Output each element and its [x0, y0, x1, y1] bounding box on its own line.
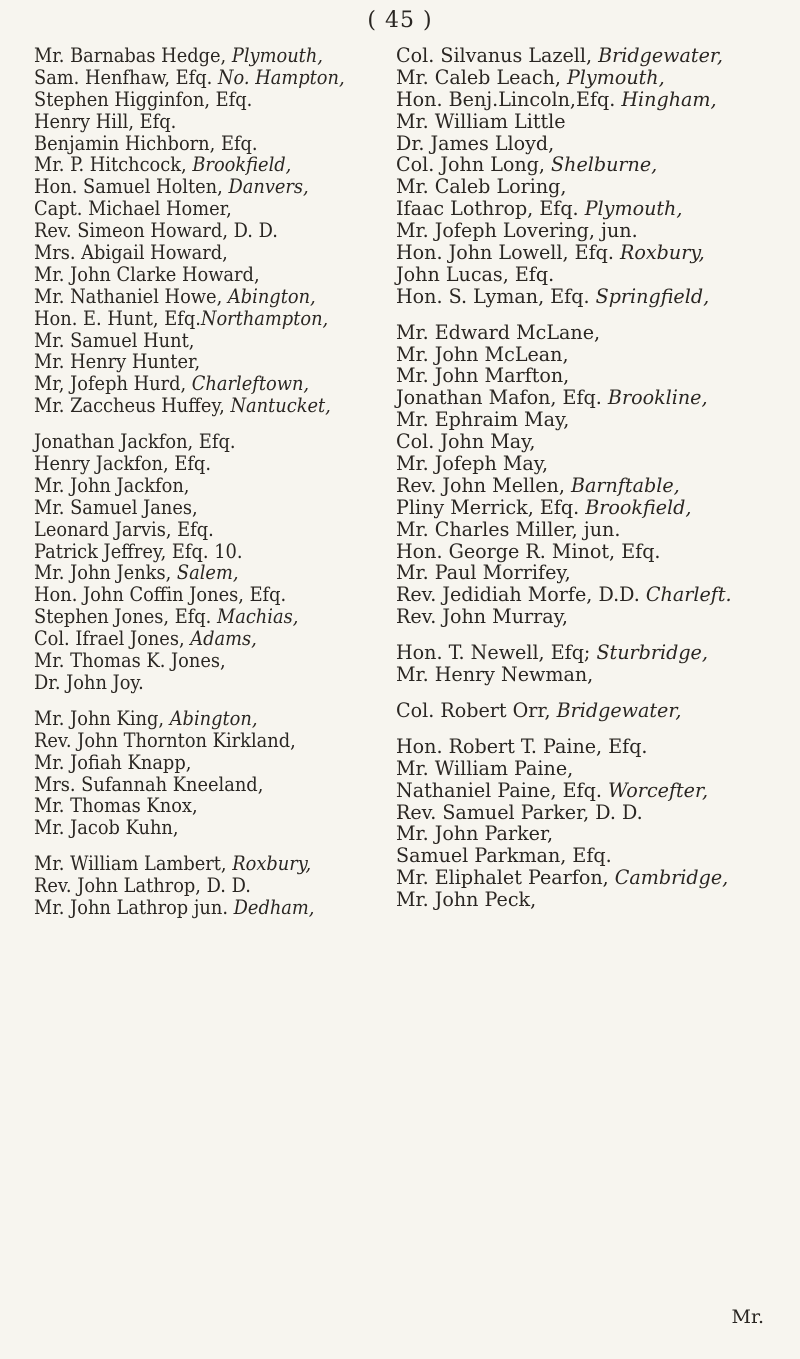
subscriber-name: Col. Ifrael Jones, [34, 627, 191, 651]
subscriber-name: Hon. John Coffin Jones, Efq. [34, 583, 287, 607]
subscriber-name: John Lucas, Efq. [396, 262, 555, 286]
subscriber-name: Mr. John Jenks, [34, 561, 177, 585]
subscriber-name: Mr. John Peck, [396, 888, 537, 912]
subscriber-name: Jonathan Jackfon, Efq. [34, 430, 236, 454]
subscriber-name: Rev. Samuel Parker, D. D. [396, 800, 643, 824]
name-group [34, 45, 426, 417]
subscriber-name: Hon. Samuel Holten, [34, 175, 229, 199]
subscriber-entry [34, 497, 394, 519]
subscriber-entry [396, 541, 794, 563]
subscriber-name: Mr. John Parker, [396, 822, 554, 846]
subscriber-entry [396, 758, 794, 780]
subscriber-name: Mr. Jacob Kuhn, [34, 816, 179, 840]
subscriber-entry [396, 365, 794, 387]
subscriber-name: Rev. Jedidiah Morfe, D.D. [396, 583, 646, 607]
subscriber-entry [34, 774, 394, 796]
subscriber-entry [34, 264, 394, 286]
subscriber-entry [396, 889, 794, 911]
subscriber-entry [396, 562, 794, 584]
subscriber-place: Danvers, [228, 175, 309, 199]
subscriber-place: Hingham, [621, 87, 717, 111]
subscriber-place: No. Hampton, [217, 65, 345, 89]
subscriber-place: Nantucket, [230, 394, 331, 418]
subscriber-name: Mr. P. Hitchcock, [34, 153, 193, 177]
subscriber-entry [34, 45, 394, 67]
subscriber-name: Mr. John Marfton, [396, 364, 570, 388]
subscriber-name: Rev. Simeon Howard, D. D. [34, 219, 278, 243]
subscriber-name: Hon. E. Hunt, Efq. [34, 306, 201, 330]
subscriber-name: Rev. John Murray, [396, 605, 569, 629]
subscriber-name: Hon. Benj.Lincoln,Efq. [396, 87, 622, 111]
subscriber-entry [396, 431, 794, 453]
subscriber-name: Sam. Henfhaw, Efq. [34, 65, 218, 89]
subscriber-entry [34, 154, 394, 176]
subscriber-entry [34, 67, 394, 89]
subscriber-entry [34, 562, 394, 584]
subscriber-entry [396, 409, 794, 431]
subscriber-entry [396, 89, 794, 111]
subscriber-entry [396, 664, 794, 686]
subscriber-entry [396, 242, 794, 264]
subscriber-name: Mr. Henry Hunter, [34, 350, 201, 374]
name-group [396, 700, 800, 722]
subscriber-entry [396, 344, 794, 366]
subscriber-name: Henry Jackfon, Efq. [34, 452, 211, 476]
subscriber-entry [396, 606, 794, 628]
subscriber-place: Salem, [176, 561, 239, 585]
subscriber-name: Mr. John Clarke Howard, [34, 262, 260, 286]
subscriber-name: Benjamin Hichborn, Efq. [34, 131, 258, 155]
subscriber-name: Jonathan Mafon, Efq. [396, 386, 608, 410]
subscriber-entry [396, 286, 794, 308]
subscriber-entry [34, 242, 394, 264]
subscriber-name: Hon. S. Lyman, Efq. [396, 284, 596, 308]
subscriber-entry [34, 198, 394, 220]
subscriber-name: Rev. John Lathrop, D. D. [34, 874, 251, 898]
subscriber-place: Barnftable, [571, 473, 680, 497]
subscriber-place: Adams, [190, 627, 257, 651]
subscriber-name: Mr. John McLean, [396, 342, 569, 366]
subscriber-entry [34, 431, 394, 453]
subscriber-entry [396, 780, 794, 802]
subscriber-entry [396, 67, 794, 89]
subscriber-name: Mr. Caleb Leach, [396, 65, 567, 89]
subscriber-name: Nathaniel Paine, Efq. [396, 778, 608, 802]
subscriber-entry [396, 700, 794, 722]
subscriber-entry [396, 111, 794, 133]
subscriber-entry [34, 330, 394, 352]
name-group [396, 45, 800, 308]
subscriber-place: Brookfield, [585, 495, 692, 519]
subscriber-entry [396, 802, 794, 824]
subscriber-name: Mr. Paul Morrifey, [396, 561, 571, 585]
subscriber-entry [396, 322, 794, 344]
subscriber-entry [396, 198, 794, 220]
subscriber-name: Mr. Thomas Knox, [34, 794, 198, 818]
subscriber-name: Rev. John Mellen, [396, 473, 572, 497]
subscriber-entry [34, 730, 394, 752]
subscriber-name: Mr. William Lambert, [34, 852, 233, 876]
subscriber-entry [396, 845, 794, 867]
subscriber-name: Mr, Jofeph Hurd, [34, 372, 192, 396]
subscriber-entry [396, 264, 794, 286]
subscriber-name: Mr. John King, [34, 706, 170, 730]
name-group [396, 736, 800, 911]
subscriber-name: Mr. Henry Newman, [396, 663, 594, 687]
subscriber-entry [34, 672, 394, 694]
subscriber-name: Mrs. Sufannah Kneeland, [34, 772, 264, 796]
subscriber-entry [34, 897, 394, 919]
subscriber-place: Dedham, [233, 895, 315, 919]
subscriber-name: Mr. John Lathrop jun. [34, 895, 234, 919]
subscriber-entry [34, 752, 394, 774]
subscriber-entry [396, 176, 794, 198]
subscriber-name: Mr. Caleb Loring, [396, 175, 567, 199]
subscriber-name: Dr. John Joy. [34, 670, 144, 694]
subscriber-entry [34, 817, 394, 839]
subscriber-name: Mr. Samuel Hunt, [34, 328, 195, 352]
name-group [34, 431, 426, 694]
subscriber-name: Hon. T. Newell, Efq; [396, 641, 597, 665]
subscriber-entry [34, 286, 394, 308]
subscriber-name: Hon. Robert T. Paine, Efq. [396, 734, 648, 758]
subscriber-place: Roxbury, [232, 852, 312, 876]
subscriber-name: Mr. Nathaniel Howe, [34, 284, 228, 308]
subscriber-name: Mr. Edward McLane, [396, 320, 601, 344]
subscriber-place: Cambridge, [614, 866, 729, 890]
subscriber-name: Mr. Charles Miller, jun. [396, 517, 621, 541]
subscriber-name: Mr. Thomas K. Jones, [34, 649, 226, 673]
subscriber-name: Mr. Jofeph May, [396, 452, 549, 476]
catchword: Mr. [731, 1306, 764, 1328]
subscriber-entry [34, 111, 394, 133]
subscriber-entry [34, 395, 394, 417]
subscriber-entry [34, 133, 394, 155]
subscriber-entry [396, 45, 794, 67]
subscriber-entry [396, 453, 794, 475]
subscriber-entry [396, 736, 794, 758]
page-number: ( 45 ) [367, 8, 433, 33]
subscriber-name: Leonard Jarvis, Efq. [34, 517, 214, 541]
subscriber-place: Shelburne, [551, 153, 658, 177]
subscriber-entry [396, 133, 794, 155]
name-group [396, 322, 800, 628]
subscriber-entry [34, 308, 394, 330]
subscriber-name: Mr. Eliphalet Pearfon, [396, 866, 615, 890]
subscriber-place: Brookline, [607, 386, 708, 410]
subscriber-name: Mr. William Little [396, 109, 566, 133]
subscriber-name: Mr. John Jackfon, [34, 473, 190, 497]
subscriber-place: Abington, [227, 284, 316, 308]
subscriber-name: Hon. John Lowell, Efq. [396, 241, 621, 265]
subscriber-name: Rev. John Thornton Kirkland, [34, 728, 296, 752]
subscriber-entry [34, 176, 394, 198]
subscriber-entry [396, 154, 794, 176]
right-column [396, 45, 800, 911]
subscriber-place: Abington, [169, 706, 258, 730]
subscriber-place: Northampton, [200, 306, 329, 330]
subscriber-entry [34, 650, 394, 672]
subscriber-name: Mr. Jofeph Lovering, jun. [396, 219, 638, 243]
subscriber-name: Mrs. Abigail Howard, [34, 241, 228, 265]
subscriber-name: Stephen Higginfon, Efq. [34, 87, 253, 111]
subscriber-entry [34, 541, 394, 563]
name-group [34, 853, 426, 919]
subscriber-entry [34, 628, 394, 650]
subscriber-place: Machias, [216, 605, 299, 629]
subscriber-name: Henry Hill, Efq. [34, 109, 177, 133]
subscriber-name: Col. Robert Orr, [396, 698, 557, 722]
subscriber-place: Plymouth, [231, 44, 323, 67]
subscriber-place: Plymouth, [566, 65, 665, 89]
subscriber-entry [34, 373, 394, 395]
subscriber-name: Dr. James Lloyd, [396, 131, 555, 155]
subscriber-name: Mr. Samuel Janes, [34, 495, 198, 519]
name-group [396, 642, 800, 686]
subscriber-entry [34, 606, 394, 628]
subscriber-name: Mr. Jofiah Knapp, [34, 750, 192, 774]
subscriber-entry [396, 497, 794, 519]
subscriber-name: Samuel Parkman, Efq. [396, 844, 612, 868]
subscriber-name: Hon. George R. Minot, Efq. [396, 539, 661, 563]
subscriber-name: Patrick Jeffrey, Efq. 10. [34, 539, 243, 563]
subscriber-entry [34, 453, 394, 475]
subscriber-name: Mr. Barnabas Hedge, [34, 44, 232, 67]
subscriber-entry [34, 220, 394, 242]
subscriber-name: Mr. Zaccheus Huffey, [34, 394, 231, 418]
subscriber-place: Springfield, [595, 284, 710, 308]
subscriber-entry [34, 708, 394, 730]
subscriber-entry [396, 387, 794, 409]
subscriber-name: Col. John May, [396, 430, 536, 454]
subscriber-place: Brookfield, [192, 153, 292, 177]
subscriber-entry [396, 519, 794, 541]
subscriber-place: Sturbridge, [596, 641, 708, 665]
subscriber-entry [34, 475, 394, 497]
subscriber-entry [396, 642, 794, 664]
subscriber-place: Plymouth, [584, 197, 683, 221]
subscriber-entry [34, 795, 394, 817]
subscriber-name: Mr. William Paine, [396, 756, 574, 780]
subscriber-place: Bridgewater, [598, 44, 723, 67]
subscriber-name: Capt. Michael Homer, [34, 197, 232, 221]
subscriber-entry [34, 351, 394, 373]
subscriber-name: Col. John Long, [396, 153, 552, 177]
subscriber-entry [34, 853, 394, 875]
subscriber-name: Pliny Merrick, Efq. [396, 495, 586, 519]
subscriber-entry [34, 875, 394, 897]
subscriber-entry [396, 867, 794, 889]
subscriber-entry [34, 584, 394, 606]
subscriber-entry [34, 89, 394, 111]
subscriber-name: Stephen Jones, Efq. [34, 605, 217, 629]
subscriber-place: Roxbury, [620, 241, 705, 265]
subscriber-entry [34, 519, 394, 541]
subscriber-entry [396, 823, 794, 845]
left-column [34, 45, 426, 919]
subscriber-entry [396, 584, 794, 606]
subscriber-place: Bridgewater, [556, 698, 682, 722]
subscriber-entry [396, 220, 794, 242]
subscriber-name: Col. Silvanus Lazell, [396, 44, 599, 67]
subscriber-entry [396, 475, 794, 497]
subscriber-place: Charleft. [645, 583, 732, 607]
subscriber-place: Charleftown, [191, 372, 310, 396]
name-group [34, 708, 426, 839]
subscriber-name: Ifaac Lothrop, Efq. [396, 197, 585, 221]
subscriber-name: Mr. Ephraim May, [396, 408, 570, 432]
subscriber-place: Worcefter, [607, 778, 709, 802]
